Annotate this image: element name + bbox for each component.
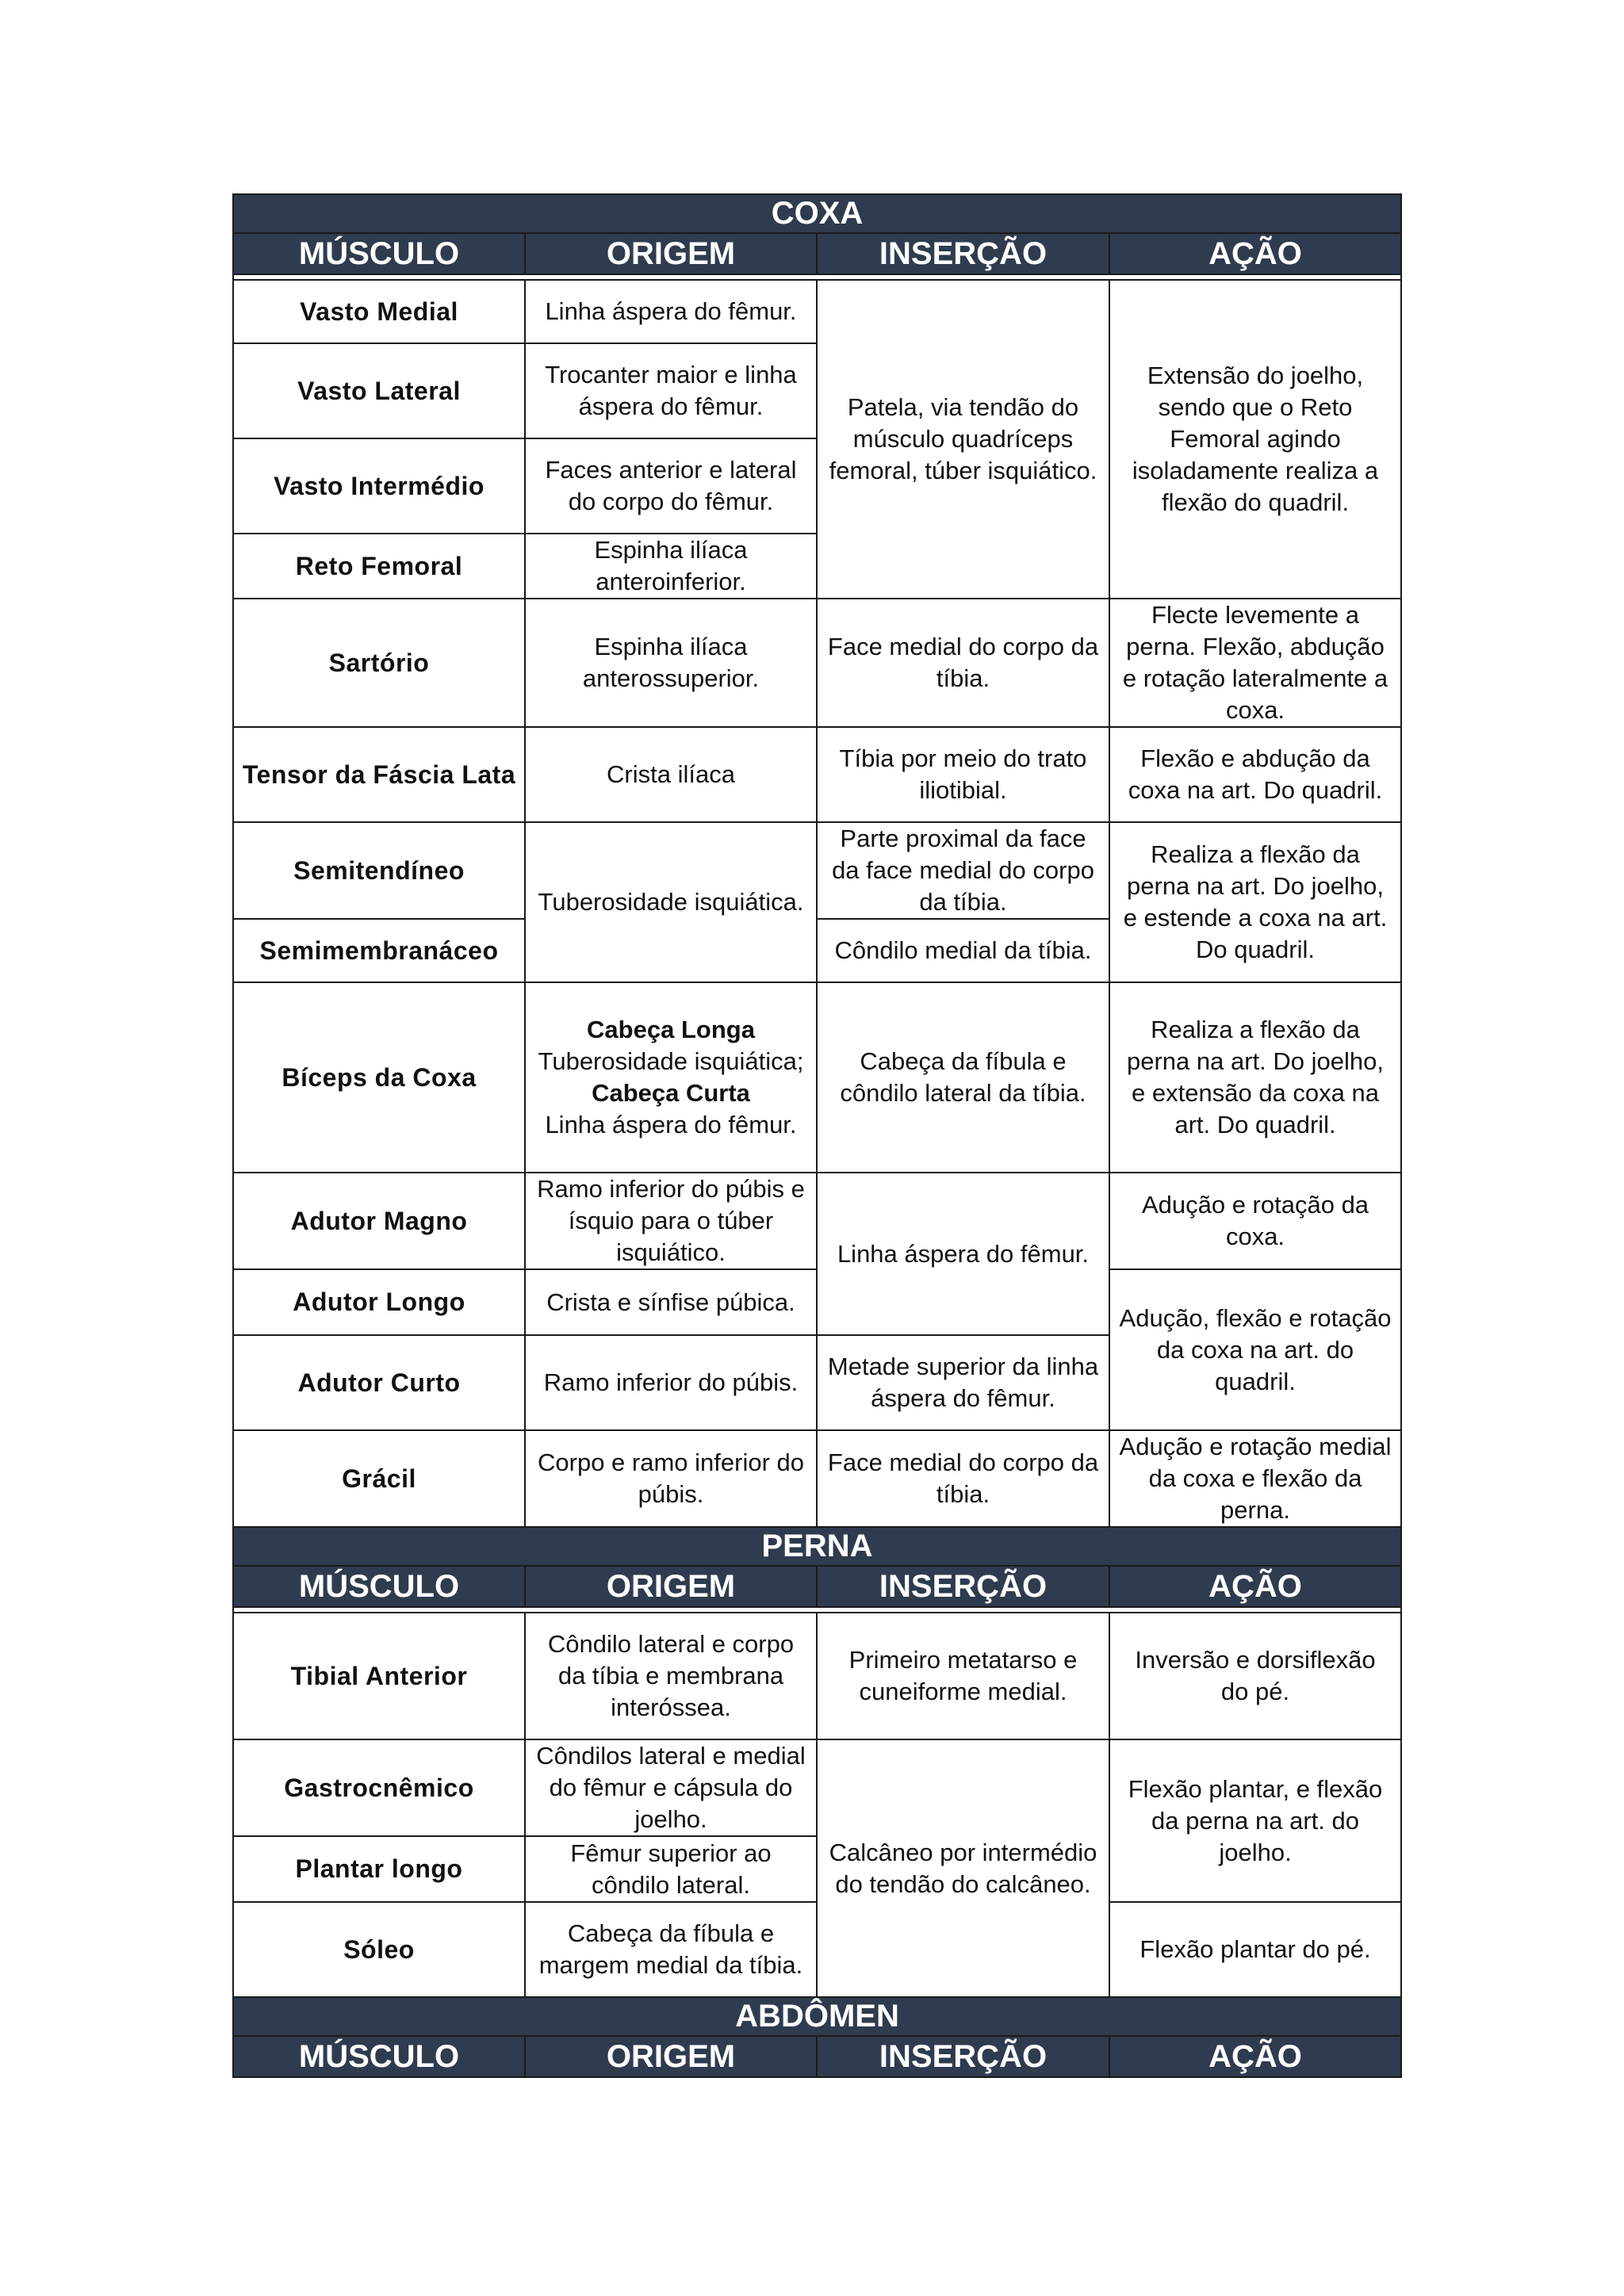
insercao-cell: Calcâneo por intermédio do tendão do calcâneo. — [817, 1739, 1109, 1997]
spacer-row — [233, 1607, 1401, 1613]
origem-cell: Cabeça da fíbula e margem medial da tíbia. — [525, 1902, 817, 1997]
muscle-name: Gastrocnêmico — [233, 1739, 525, 1836]
insercao-cell: Patela, via tendão do músculo quadríceps femoral, túber isquiático. — [817, 280, 1109, 599]
muscle-name: Adutor Curto — [233, 1335, 525, 1430]
acao-cell: Extensão do joelho, sendo que o Reto Femoral agindo isoladamente realiza a flexão do quadril. — [1109, 280, 1401, 599]
origem-cell: Linha áspera do fêmur. — [525, 280, 817, 343]
header-row — [233, 233, 1401, 274]
header-musculo: MÚSCULO — [233, 2036, 525, 2077]
muscle-name: Vasto Medial — [233, 280, 525, 343]
muscle-table — [232, 193, 1402, 2078]
muscle-name: Tensor da Fáscia Lata — [233, 727, 525, 822]
header-origem: ORIGEM — [525, 1566, 817, 1607]
origem-subhead: Cabeça Curta — [592, 1079, 750, 1107]
muscle-name: Semimembranáceo — [233, 919, 525, 982]
table-row — [233, 599, 1401, 727]
table-row — [233, 1430, 1401, 1527]
origem-subhead: Cabeça Longa — [587, 1016, 755, 1043]
header-origem: ORIGEM — [525, 2036, 817, 2077]
section-title-perna: PERNA — [233, 1527, 1401, 1566]
origem-cell: Fêmur superior ao côndilo lateral. — [525, 1836, 817, 1902]
header-musculo: MÚSCULO — [233, 233, 525, 274]
muscle-name: Adutor Longo — [233, 1269, 525, 1335]
muscle-name: Grácil — [233, 1430, 525, 1527]
header-insercao: INSERÇÃO — [817, 1566, 1109, 1607]
muscle-name: Bíceps da Coxa — [233, 982, 525, 1173]
table-row — [233, 727, 1401, 822]
header-origem: ORIGEM — [525, 233, 817, 274]
acao-cell: Flecte levemente a perna. Flexão, abdução e rotação lateralmente a coxa. — [1109, 599, 1401, 727]
section-row-perna — [233, 1527, 1401, 1566]
header-musculo: MÚSCULO — [233, 1566, 525, 1607]
section-title-coxa: COXA — [233, 194, 1401, 233]
muscle-name: Vasto Intermédio — [233, 438, 525, 534]
insercao-cell: Metade superior da linha áspera do fêmur. — [817, 1335, 1109, 1430]
origem-cell: Crista e sínfise púbica. — [525, 1269, 817, 1335]
origem-text: Tuberosidade isquiática; — [538, 1047, 804, 1075]
section-title-abdomen: ABDÔMEN — [233, 1997, 1401, 2036]
origem-cell: Ramo inferior do púbis. — [525, 1335, 817, 1430]
insercao-cell: Face medial do corpo da tíbia. — [817, 599, 1109, 727]
origem-cell: Tuberosidade isquiática. — [525, 822, 817, 982]
origem-cell: Côndilos lateral e medial do fêmur e cápsula do joelho. — [525, 1739, 817, 1836]
insercao-cell: Primeiro metatarso e cuneiforme medial. — [817, 1613, 1109, 1739]
acao-cell: Realiza a flexão da perna na art. Do joelho, e extensão da coxa na art. Do quadril. — [1109, 982, 1401, 1173]
insercao-cell: Face medial do corpo da tíbia. — [817, 1430, 1109, 1527]
acao-cell: Flexão plantar, e flexão da perna na art. do joelho. — [1109, 1739, 1401, 1902]
header-acao: AÇÃO — [1109, 1566, 1401, 1607]
origem-cell: Côndilo lateral e corpo da tíbia e membrana interóssea. — [525, 1613, 817, 1739]
muscle-name: Vasto Lateral — [233, 343, 525, 438]
origem-cell: Faces anterior e lateral do corpo do fêmur. — [525, 438, 817, 534]
muscle-name: Sóleo — [233, 1902, 525, 1997]
header-row — [233, 2036, 1401, 2077]
acao-cell: Flexão e abdução da coxa na art. Do quadril. — [1109, 727, 1401, 822]
header-acao: AÇÃO — [1109, 233, 1401, 274]
origem-cell: Ramo inferior do púbis e ísquio para o túber isquiático. — [525, 1173, 817, 1269]
insercao-cell: Parte proximal da face da face medial do corpo da tíbia. — [817, 822, 1109, 919]
header-row — [233, 1566, 1401, 1607]
spacer-row — [233, 274, 1401, 280]
acao-cell: Adução e rotação da coxa. — [1109, 1173, 1401, 1269]
insercao-cell: Cabeça da fíbula e côndilo lateral da tíbia. — [817, 982, 1109, 1173]
table-row — [233, 280, 1401, 343]
insercao-cell: Tíbia por meio do trato iliotibial. — [817, 727, 1109, 822]
muscle-name: Semitendíneo — [233, 822, 525, 919]
origem-cell — [525, 982, 817, 1173]
acao-cell: Inversão e dorsiflexão do pé. — [1109, 1613, 1401, 1739]
acao-cell: Adução, flexão e rotação da coxa na art. do quadril. — [1109, 1269, 1401, 1430]
origem-cell: Corpo e ramo inferior do púbis. — [525, 1430, 817, 1527]
muscle-name: Plantar longo — [233, 1836, 525, 1902]
insercao-cell: Côndilo medial da tíbia. — [817, 919, 1109, 982]
header-acao: AÇÃO — [1109, 2036, 1401, 2077]
table-row — [233, 1173, 1401, 1269]
table-row — [233, 1613, 1401, 1739]
spacer-cell — [233, 274, 1401, 280]
muscle-name: Tibial Anterior — [233, 1613, 525, 1739]
origem-cell: Trocanter maior e linha áspera do fêmur. — [525, 343, 817, 438]
spacer-cell — [233, 1607, 1401, 1613]
header-insercao: INSERÇÃO — [817, 2036, 1109, 2077]
origem-text: Linha áspera do fêmur. — [545, 1111, 797, 1138]
section-row-coxa — [233, 194, 1401, 233]
acao-cell: Adução e rotação medial da coxa e flexão da perna. — [1109, 1430, 1401, 1527]
muscle-name: Reto Femoral — [233, 534, 525, 599]
section-row-abdomen — [233, 1997, 1401, 2036]
acao-cell: Flexão plantar do pé. — [1109, 1902, 1401, 1997]
origem-cell: Espinha ilíaca anteroinferior. — [525, 534, 817, 599]
table-row — [233, 822, 1401, 919]
table-row — [233, 982, 1401, 1173]
muscle-name: Sartório — [233, 599, 525, 727]
origem-cell: Crista ilíaca — [525, 727, 817, 822]
insercao-cell: Linha áspera do fêmur. — [817, 1173, 1109, 1335]
origem-cell: Espinha ilíaca anterossuperior. — [525, 599, 817, 727]
muscle-name: Adutor Magno — [233, 1173, 525, 1269]
header-insercao: INSERÇÃO — [817, 233, 1109, 274]
table-row — [233, 1739, 1401, 1836]
acao-cell: Realiza a flexão da perna na art. Do joelho, e estende a coxa na art. Do quadril. — [1109, 822, 1401, 982]
